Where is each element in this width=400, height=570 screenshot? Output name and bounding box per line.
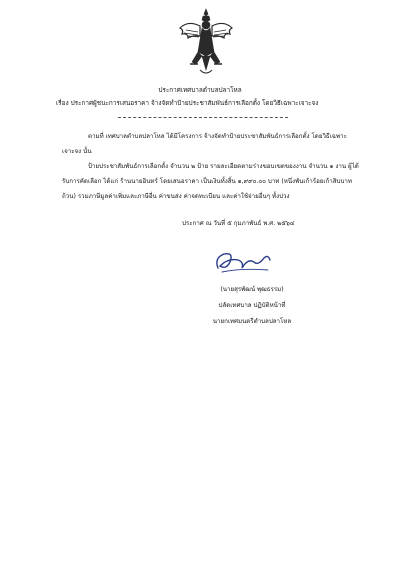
body-line: เจาะจง นั้น (62, 148, 92, 155)
signatory-position: ปลัดเทศบาล ปฏิบัติหน้าที่ (218, 302, 286, 309)
body-line: รับการคัดเลือก ได้แก่ ร้านนายอินทร์ โดยเสนอราคา เป็นเงินทั้งสิ้น ๑,๙๙๐.๐๐ บาท (หนึ่งพันเก้าร้อยเก้าสิบบาท (62, 178, 352, 185)
signatory-name: (นายสุรพัฒน์ พุฒธรรม) (220, 286, 284, 293)
signatory-title: นายกเทศมนตรีตำบลปลาโหล (212, 318, 292, 325)
announcement-date: ประกาศ ณ วันที่ ๕ กุมภาพันธ์ พ.ศ. ๒๕๖๔ (182, 220, 295, 227)
handwritten-signature (208, 244, 278, 278)
subject-line: เรื่อง ประกาศผู้ชนะการเสนอราคา จ้างจัดทำป้ายประชาสัมพันธ์การเลือกตั้ง โดยวิธีเฉพาะเจาะจง (56, 99, 319, 107)
body-line: ตามที่ เทศบาลตำบลปลาโหล ได้มีโครงการ จ้างจัดทำป้ายประชาสัมพันธ์การเลือกตั้ง โดยวิธีเฉพาะ (88, 133, 347, 140)
heading: ประกาศเทศบาลตำบลปลาโหล (158, 86, 242, 94)
body-line: ถ้วน) รวมภาษีมูลค่าเพิ่มและภาษีอื่น ค่าขนส่ง ค่าจดทะเบียน และค่าใช้จ่ายอื่นๆ ทั้งปวง (62, 193, 290, 200)
divider (118, 117, 288, 118)
body-line: ป้ายประชาสัมพันธ์การเลือกตั้ง จำนวน ๒ ป้าย รายละเอียดตามร่างขอบเขตของงาน จำนวน ๑ งาน ผู้ได้ (88, 163, 359, 170)
garuda-emblem (176, 6, 236, 78)
